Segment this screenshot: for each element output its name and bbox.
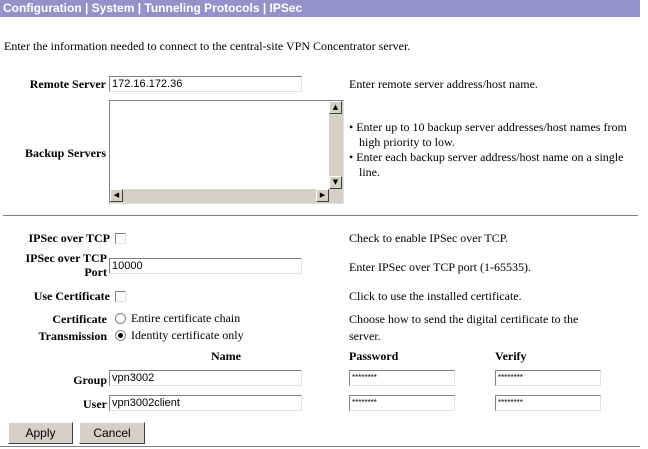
- user-password-input[interactable]: ********: [349, 395, 455, 411]
- help-bullet: • Enter each backup server address/host name on a single line.: [349, 150, 624, 179]
- cancel-button[interactable]: Cancel: [79, 422, 145, 444]
- remote-server-input[interactable]: 172.16.172.36: [109, 76, 302, 92]
- use-certificate-help: Click to use the installed certificate.: [349, 289, 522, 303]
- group-password-input[interactable]: ********: [349, 370, 455, 386]
- backup-servers-label: Backup Servers: [25, 146, 106, 160]
- use-certificate-label: Use Certificate: [33, 289, 110, 303]
- col-header-password: Password: [349, 349, 399, 363]
- use-certificate-checkbox[interactable]: [115, 291, 126, 302]
- certificate-transmission-help: Choose how to send the digital certificate to the server.: [349, 312, 579, 343]
- apply-button[interactable]: Apply: [8, 422, 73, 444]
- radio-identity-only[interactable]: [115, 330, 126, 341]
- user-verify-input[interactable]: ********: [495, 395, 601, 411]
- vertical-scrollbar[interactable]: [329, 101, 343, 189]
- ipsec-over-tcp-label: IPSec over TCP: [28, 231, 110, 245]
- backup-servers-textarea[interactable]: [109, 100, 344, 204]
- col-header-name: Name: [211, 349, 241, 363]
- col-header-verify: Verify: [495, 349, 527, 363]
- help-bullet: • Enter up to 10 backup server addresses/host names from high priority to low.: [349, 120, 627, 149]
- bottom-divider: [0, 446, 640, 447]
- breadcrumb: Configuration | System | Tunneling Protocols | IPSec: [0, 0, 640, 17]
- remote-server-label: Remote Server: [29, 77, 106, 91]
- horizontal-scrollbar[interactable]: [110, 189, 329, 203]
- radio-entire-chain[interactable]: [115, 313, 126, 324]
- user-label: User: [83, 397, 107, 411]
- scroll-right-icon[interactable]: ▶: [316, 189, 329, 202]
- radio-entire-chain-label: Entire certificate chain: [131, 311, 241, 325]
- group-name-input[interactable]: vpn3002: [109, 370, 302, 386]
- remote-server-help: Enter remote server address/host name.: [349, 77, 538, 91]
- scroll-corner: [329, 189, 343, 203]
- scroll-up-icon[interactable]: ▲: [329, 101, 342, 114]
- certificate-transmission-label: Certificate Transmission: [38, 312, 107, 343]
- scroll-left-icon[interactable]: ◀: [110, 189, 123, 202]
- radio-identity-only-label: Identity certificate only: [131, 328, 244, 342]
- user-name-input[interactable]: vpn3002client: [109, 395, 302, 411]
- scroll-down-icon[interactable]: ▼: [329, 176, 342, 189]
- ipsec-over-tcp-checkbox[interactable]: [115, 233, 126, 244]
- backup-servers-help: [349, 120, 644, 180]
- ipsec-tcp-port-input[interactable]: 10000: [109, 258, 302, 274]
- intro-text: Enter the information needed to connect to the central-site VPN Concentrator server.: [4, 39, 411, 53]
- section-divider: [3, 215, 638, 217]
- group-label: Group: [73, 373, 107, 387]
- ipsec-tcp-port-label: IPSec over TCP Port: [25, 251, 107, 279]
- ipsec-over-tcp-help: Check to enable IPSec over TCP.: [349, 231, 509, 245]
- ipsec-tcp-port-help: Enter IPSec over TCP port (1-65535).: [349, 260, 531, 274]
- group-verify-input[interactable]: ********: [495, 370, 601, 386]
